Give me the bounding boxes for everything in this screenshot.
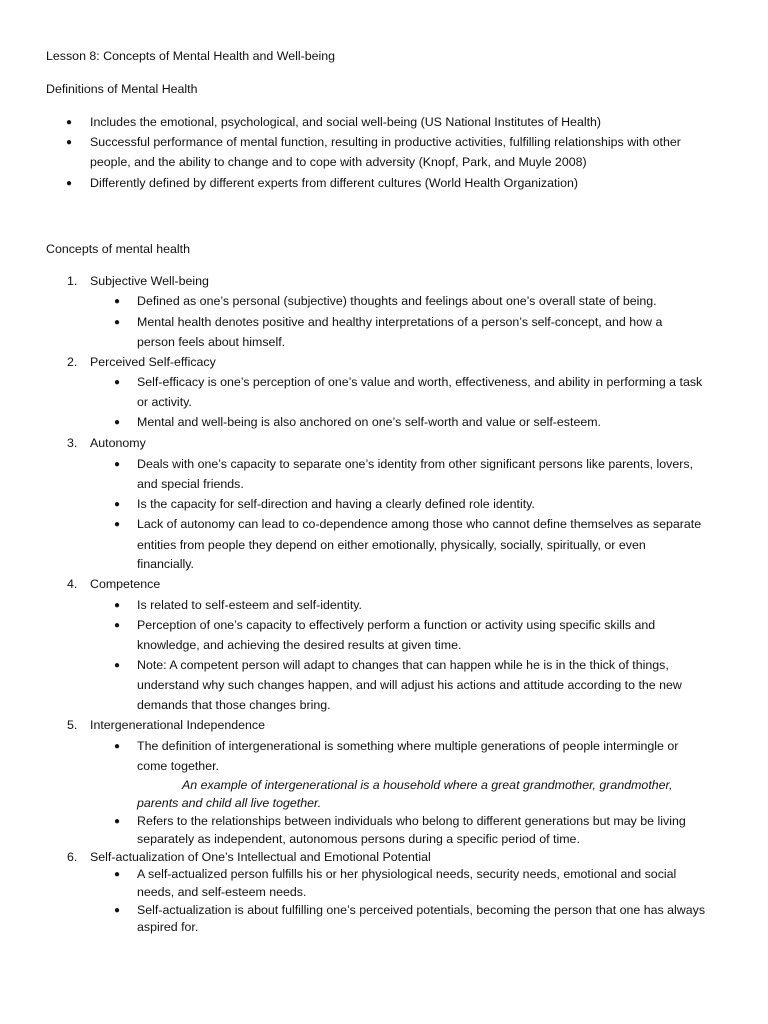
definitions-heading: Definitions of Mental Health — [46, 82, 198, 96]
example-line: parents and child all live together. — [137, 796, 322, 810]
bullet-icon: ● — [114, 317, 121, 328]
concept-number: 3. — [67, 436, 78, 450]
concept-number: 2. — [67, 355, 78, 369]
concept-bullet-line: Defined as one’s personal (subjective) thoughts and feelings about one’s overall state of being. — [137, 294, 657, 308]
concept-bullet-line: come together. — [137, 759, 219, 773]
bullet-icon: ● — [114, 816, 121, 827]
concept-bullet-line: A self-actualized person fulfills his or her physiological needs, security needs, emotional and social — [137, 867, 677, 881]
document-title: Lesson 8: Concepts of Mental Health and Well-being — [46, 49, 336, 63]
bullet-icon: ● — [114, 620, 121, 631]
concept-bullet-line: knowledge, and achieving the desired results at given time. — [137, 638, 462, 652]
concept-number: 1. — [67, 274, 78, 288]
concept-bullet-line: Self-actualization is about fulfilling one’s perceived potentials, becoming the person that one has always — [137, 903, 706, 917]
concept-bullet-line: person feels about himself. — [137, 335, 286, 349]
concept-bullet-line: Perception of one’s capacity to effectively perform a function or activity using specific skills and — [137, 618, 656, 632]
concept-title: Subjective Well-being — [90, 274, 209, 288]
concept-bullet-line: Is the capacity for self-direction and having a clearly defined role identity. — [137, 497, 535, 511]
concept-bullet-line: Note: A competent person will adapt to changes that can happen while he is in the thick of things, — [137, 658, 669, 672]
bullet-icon: ● — [114, 741, 121, 752]
concept-bullet-line: demands that those changes bring. — [137, 698, 331, 712]
bullet-icon: ● — [66, 178, 73, 189]
concept-bullet-line: entities from people they depend on either emotionally, physically, socially, spiritually, or even — [137, 538, 646, 552]
concepts-heading: Concepts of mental health — [46, 242, 190, 256]
concept-title: Intergenerational Independence — [90, 718, 265, 732]
concept-bullet-line: Mental and well-being is also anchored on one’s self-worth and value or self-esteem. — [137, 415, 601, 429]
concept-bullet-line: separately as independent, autonomous persons during a specific period of time. — [137, 832, 580, 846]
concept-bullet-line: Lack of autonomy can lead to co-dependence among those who cannot define themselves as separate — [137, 517, 702, 531]
definition-line: people, and the ability to change and to cope with adversity (Knopf, Park, and Muyle 2008) — [90, 155, 587, 169]
bullet-icon: ● — [114, 377, 121, 388]
concept-title: Self-actualization of One’s Intellectual and Emotional Potential — [90, 850, 431, 864]
concept-bullet-line: Refers to the relationships between individuals who belong to different generations but may be living — [137, 814, 686, 828]
bullet-icon: ● — [66, 117, 73, 128]
concept-bullet-line: and special friends. — [137, 477, 244, 491]
bullet-icon: ● — [114, 600, 121, 611]
concept-number: 6. — [67, 850, 78, 864]
bullet-icon: ● — [114, 519, 121, 530]
bullet-icon: ● — [114, 417, 121, 428]
bullet-icon: ● — [114, 869, 121, 880]
concept-bullet-line: The definition of intergenerational is something where multiple generations of people intermingle or — [137, 739, 679, 753]
concept-title: Autonomy — [90, 436, 146, 450]
bullet-icon: ● — [114, 459, 121, 470]
concept-bullet-line: Mental health denotes positive and healthy interpretations of a person’s self-concept, and how a — [137, 315, 663, 329]
definition-line: Differently defined by different experts from different cultures (World Health Organization) — [90, 176, 579, 190]
concept-title: Perceived Self-efficacy — [90, 355, 216, 369]
concept-title: Competence — [90, 577, 161, 591]
bullet-icon: ● — [114, 499, 121, 510]
bullet-icon: ● — [114, 905, 121, 916]
bullet-icon: ● — [114, 296, 121, 307]
bullet-icon: ● — [114, 660, 121, 671]
concept-bullet-line: financially. — [137, 557, 194, 571]
concept-number: 5. — [67, 718, 78, 732]
definition-line: Successful performance of mental function, resulting in productive activities, fulfilling relationships with other — [90, 135, 681, 149]
concept-bullet-line: needs, and self-esteem needs. — [137, 885, 307, 899]
concept-bullet-line: Is related to self-esteem and self-identity. — [137, 598, 362, 612]
concept-bullet-line: Self-efficacy is one’s perception of one’s value and worth, effectiveness, and ability in performing a task — [137, 375, 703, 389]
definition-line: Includes the emotional, psychological, and social well-being (US National Institutes of Health) — [90, 115, 602, 129]
concept-bullet-line: aspired for. — [137, 920, 199, 934]
concept-bullet-line: or activity. — [137, 395, 192, 409]
concept-bullet-line: Deals with one’s capacity to separate one’s identity from other significant persons like parents, lovers, — [137, 457, 694, 471]
concept-number: 4. — [67, 577, 78, 591]
bullet-icon: ● — [66, 137, 73, 148]
example-line: An example of intergenerational is a household where a great grandmother, grandmother, — [182, 778, 673, 792]
concept-bullet-line: understand why such changes happen, and will adjust his actions and attitude according to the new — [137, 678, 682, 692]
